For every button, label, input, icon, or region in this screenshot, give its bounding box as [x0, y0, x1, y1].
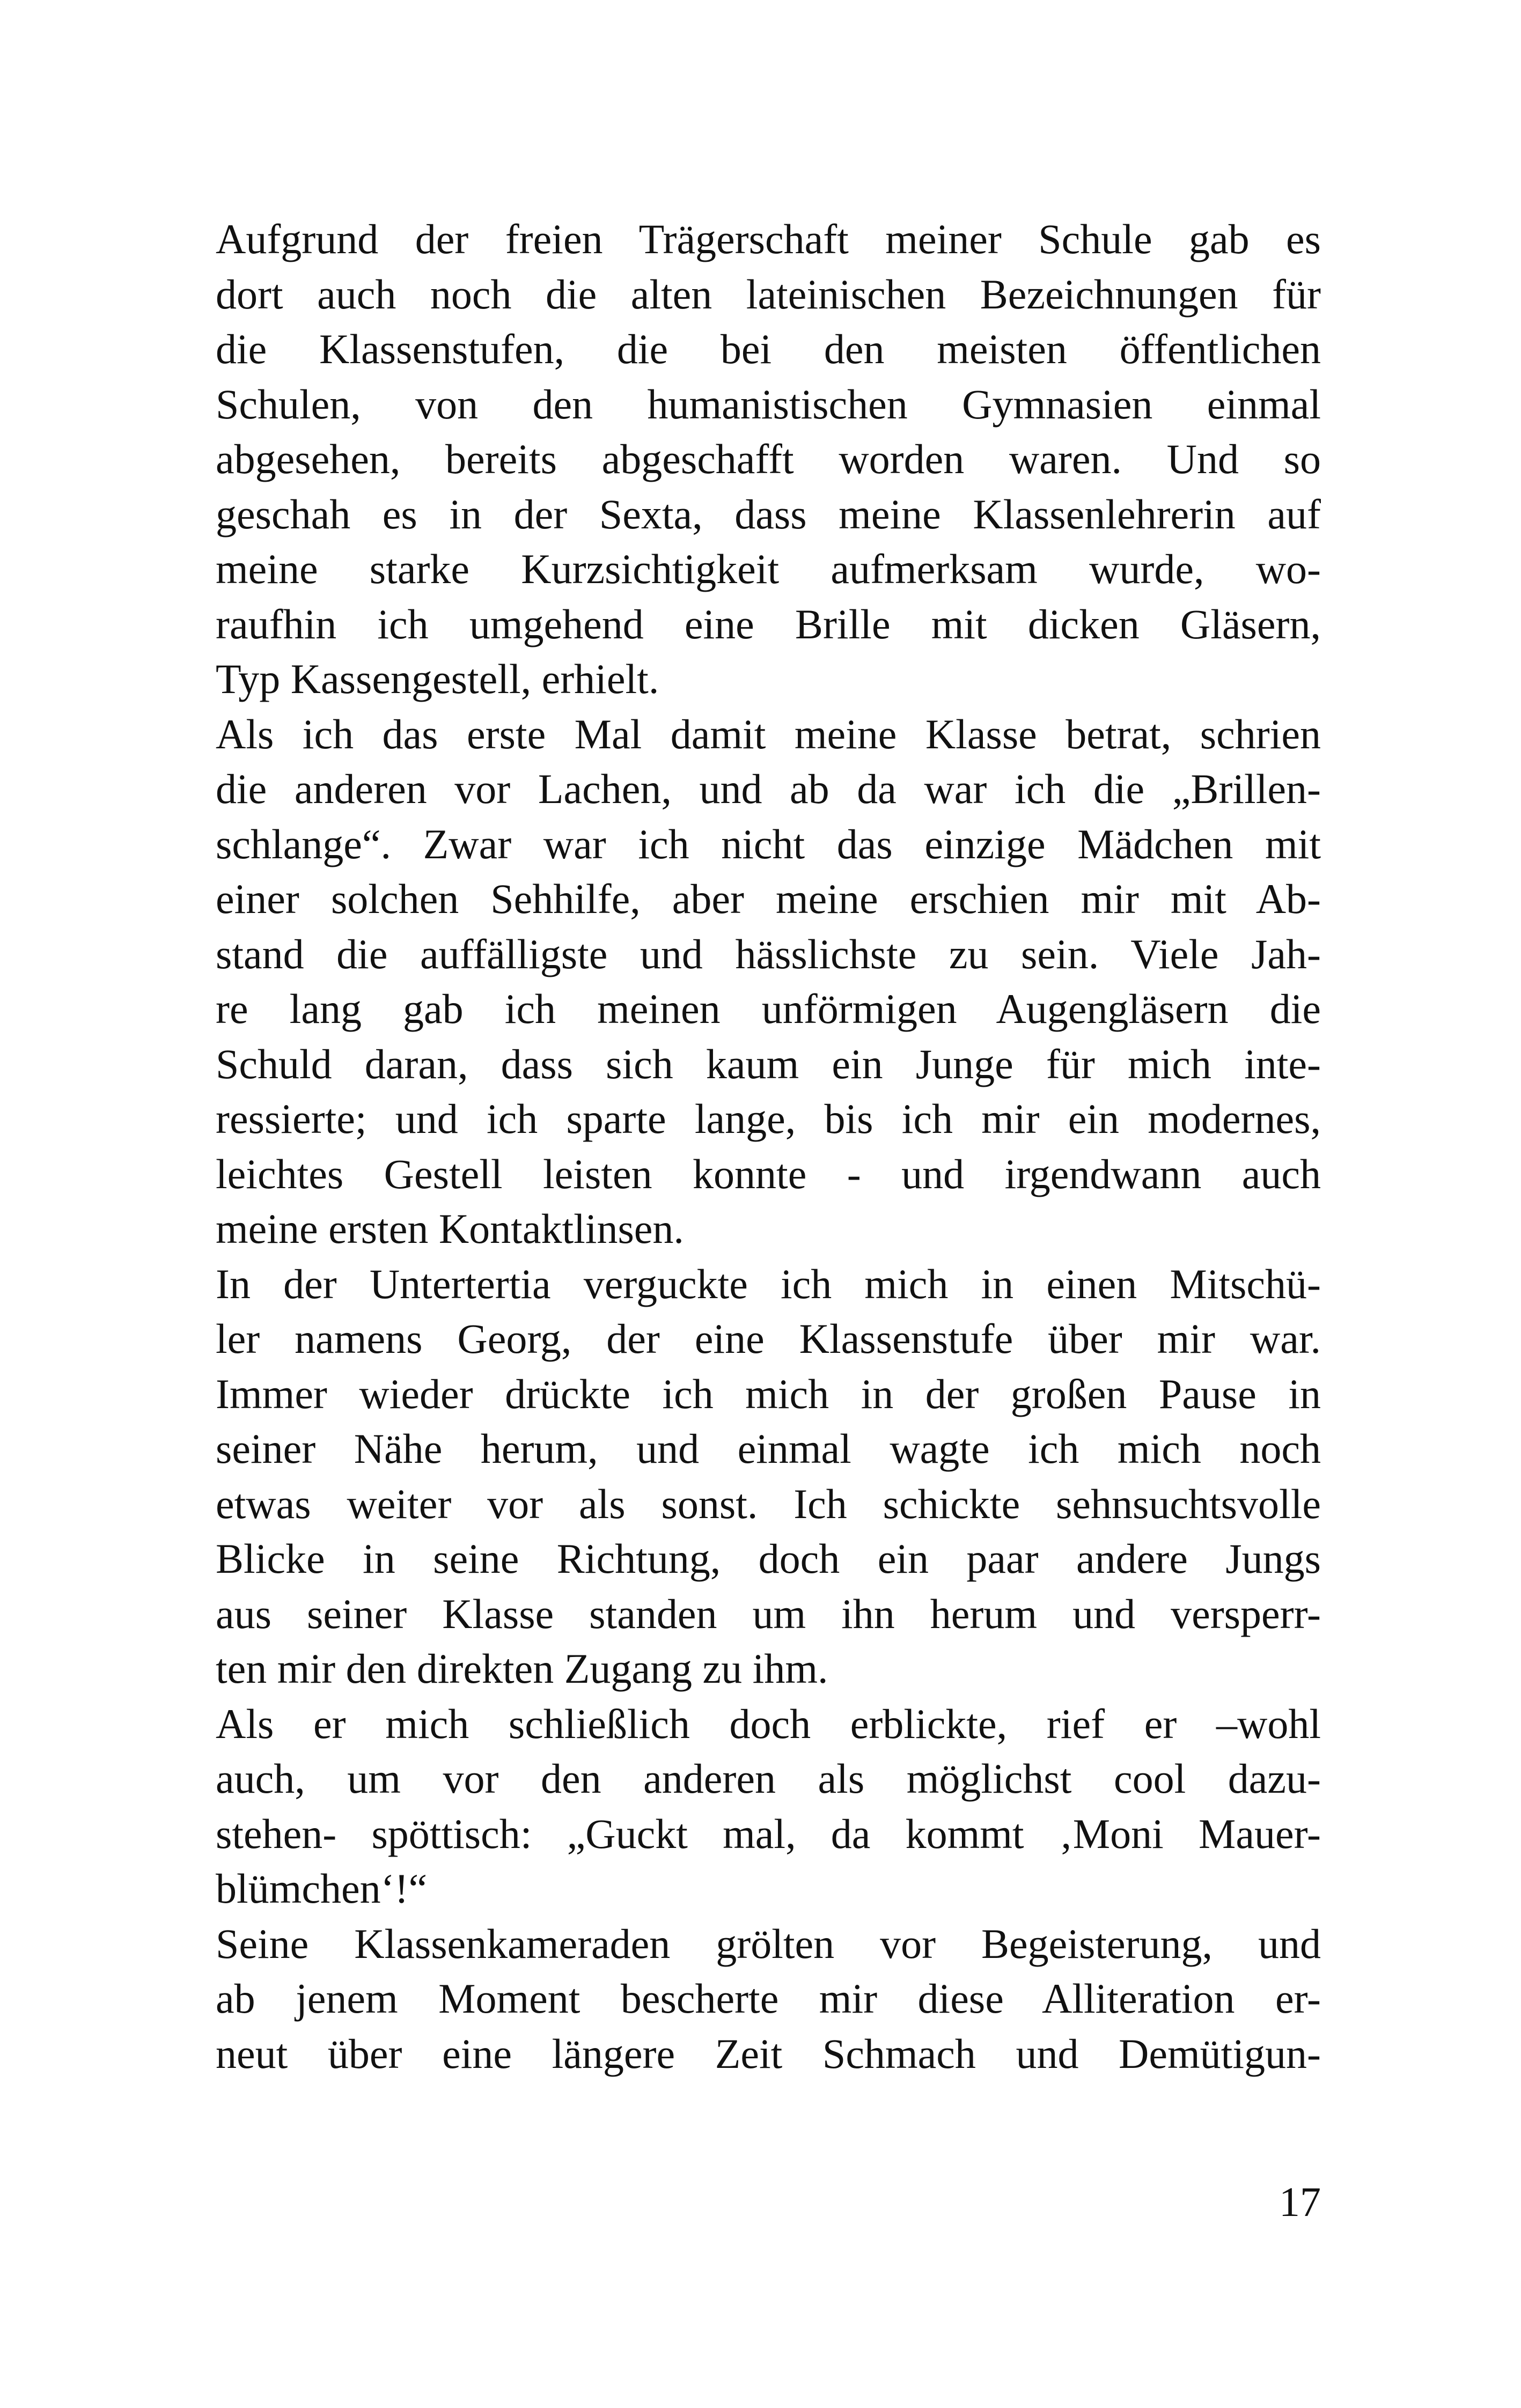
text-line: Seine Klassenkameraden grölten vor Begeisterung, und: [216, 1920, 1321, 1967]
text-line: einer solchen Sehhilfe, aber meine erschien mir mit Ab-: [216, 875, 1321, 922]
text-line: stand die auffälligste und hässlichste zu sein. Viele Jah-: [216, 930, 1321, 977]
text-line: die Klassenstufen, die bei den meisten öffentlichen: [216, 326, 1321, 372]
text-line: leichtes Gestell leisten konnte - und irgendwann auch: [216, 1150, 1321, 1197]
text-line: dort auch noch die alten lateinischen Bezeichnungen für: [216, 270, 1321, 318]
page-number: 17: [1279, 2178, 1321, 2225]
text-line: aus seiner Klasse standen um ihn herum und versperr-: [216, 1590, 1321, 1637]
text-line: ressierte; und ich sparte lange, bis ich mir ein modernes,: [216, 1095, 1321, 1142]
text-line: blümchen‘!“: [216, 1865, 428, 1912]
text-line: ler namens Georg, der eine Klassenstufe über mir war.: [216, 1315, 1321, 1362]
text-line: meine starke Kurzsichtigkeit aufmerksam wurde, wo-: [216, 546, 1321, 592]
text-line: etwas weiter vor als sonst. Ich schickte sehnsuchtsvolle: [216, 1480, 1321, 1527]
text-line: stehen- spöttisch: „Guckt mal, da kommt ‚Moni Mauer-: [216, 1810, 1321, 1857]
text-line: Als er mich schließlich doch erblickte, rief er –wohl: [216, 1700, 1321, 1747]
text-line: Als ich das erste Mal damit meine Klasse betrat, schrien: [216, 710, 1321, 757]
text-line: raufhin ich umgehend eine Brille mit dicken Gläsern,: [216, 600, 1321, 647]
body-text: [216, 212, 1321, 2081]
text-line: auch, um vor den anderen als möglichst cool dazu-: [216, 1755, 1321, 1802]
text-line: ten mir den direkten Zugang zu ihm.: [216, 1645, 828, 1692]
text-line: ab jenem Moment bescherte mir diese Alliteration er-: [216, 1975, 1321, 2022]
text-line: schlange“. Zwar war ich nicht das einzige Mädchen mit: [216, 820, 1321, 867]
text-line: Typ Kassengestell, erhielt.: [216, 656, 659, 702]
text-line: Blicke in seine Richtung, doch ein paar andere Jungs: [216, 1535, 1321, 1582]
text-line: neut über eine längere Zeit Schmach und Demütigun-: [216, 2030, 1321, 2077]
text-line: Schuld daran, dass sich kaum ein Junge für mich inte-: [216, 1040, 1321, 1087]
text-line: In der Untertertia verguckte ich mich in einen Mitschü-: [216, 1260, 1321, 1307]
text-line: Immer wieder drückte ich mich in der großen Pause in: [216, 1370, 1321, 1417]
text-line: re lang gab ich meinen unförmigen Augengläsern die: [216, 985, 1321, 1032]
text-line: Schulen, von den humanistischen Gymnasien einmal: [216, 380, 1321, 428]
text-line: geschah es in der Sexta, dass meine Klassenlehrerin auf: [216, 490, 1321, 537]
text-line: seiner Nähe herum, und einmal wagte ich mich noch: [216, 1425, 1321, 1472]
text-line: Aufgrund der freien Trägerschaft meiner Schule gab es: [216, 216, 1321, 262]
text-line: die anderen vor Lachen, und ab da war ich die „Brillen-: [216, 765, 1321, 812]
text-line: meine ersten Kontaktlinsen.: [216, 1205, 684, 1252]
text-line: abgesehen, bereits abgeschafft worden waren. Und so: [216, 436, 1321, 482]
